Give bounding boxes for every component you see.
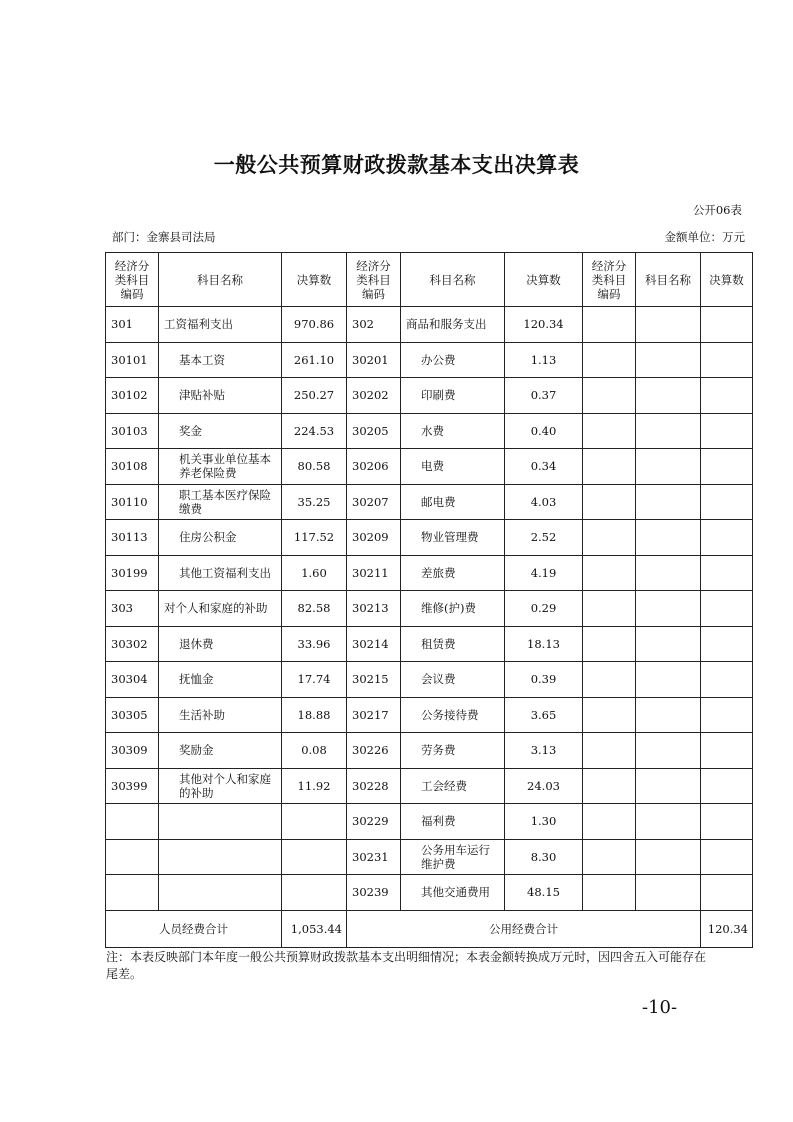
table-row: [106, 839, 753, 875]
name-cell: 其他交通费用: [401, 875, 505, 911]
name-cell: 退休费: [159, 626, 282, 662]
code-cell: 30399: [106, 768, 159, 804]
empty-cell: [701, 307, 753, 343]
header-name-1: 科目名称: [159, 253, 282, 307]
table-row: [106, 449, 753, 485]
empty-cell: [583, 342, 636, 378]
amount-cell: 120.34: [505, 307, 583, 343]
code-cell: 30206: [347, 449, 401, 485]
header-code-3: 经济分类科目编码: [583, 253, 636, 307]
table-row: [106, 697, 753, 733]
amount-cell: 18.13: [505, 626, 583, 662]
empty-cell: [583, 804, 636, 840]
code-cell: 30239: [347, 875, 401, 911]
amount-cell: 35.25: [282, 484, 347, 520]
name-cell: 住房公积金: [159, 520, 282, 556]
empty-cell: [636, 591, 701, 627]
header-code-2: 经济分类科目编码: [347, 253, 401, 307]
name-cell: 工资福利支出: [159, 307, 282, 343]
empty-cell: [636, 733, 701, 769]
name-cell: 机关事业单位基本养老保险费: [159, 449, 282, 485]
code-cell: 30108: [106, 449, 159, 485]
name-cell: 其他工资福利支出: [159, 555, 282, 591]
empty-cell: [583, 733, 636, 769]
public-total-amount: 120.34: [701, 910, 753, 947]
empty-cell: [636, 342, 701, 378]
amount-cell: 0.40: [505, 413, 583, 449]
code-cell: 30207: [347, 484, 401, 520]
header-amount-1: 决算数: [282, 253, 347, 307]
empty-cell: [583, 697, 636, 733]
amount-cell: 82.58: [282, 591, 347, 627]
code-cell: 30231: [347, 839, 401, 875]
name-cell: 福利费: [401, 804, 505, 840]
table-row: [106, 875, 753, 911]
department-label: 部门：金寨县司法局: [112, 230, 216, 244]
amount-cell: 970.86: [282, 307, 347, 343]
name-cell: [159, 875, 282, 911]
amount-cell: 0.08: [282, 733, 347, 769]
empty-cell: [583, 662, 636, 698]
amount-cell: 11.92: [282, 768, 347, 804]
amount-cell: 261.10: [282, 342, 347, 378]
table-row: [106, 342, 753, 378]
amount-cell: 0.39: [505, 662, 583, 698]
amount-cell: 0.34: [505, 449, 583, 485]
name-cell: 邮电费: [401, 484, 505, 520]
empty-cell: [701, 378, 753, 414]
empty-cell: [701, 555, 753, 591]
amount-cell: [282, 839, 347, 875]
amount-cell: 1.30: [505, 804, 583, 840]
amount-cell: 0.29: [505, 591, 583, 627]
header-amount-3: 决算数: [701, 253, 753, 307]
header-name-2: 科目名称: [401, 253, 505, 307]
empty-cell: [583, 626, 636, 662]
amount-cell: 4.03: [505, 484, 583, 520]
empty-cell: [701, 342, 753, 378]
empty-cell: [583, 307, 636, 343]
empty-cell: [636, 697, 701, 733]
code-cell: 30304: [106, 662, 159, 698]
name-cell: 会议费: [401, 662, 505, 698]
empty-cell: [636, 662, 701, 698]
empty-cell: [701, 591, 753, 627]
empty-cell: [636, 378, 701, 414]
table-row: [106, 626, 753, 662]
empty-cell: [583, 378, 636, 414]
name-cell: 其他对个人和家庭的补助: [159, 768, 282, 804]
table-header-row: [106, 253, 753, 307]
name-cell: 工会经费: [401, 768, 505, 804]
empty-cell: [701, 662, 753, 698]
form-code: 公开06表: [692, 203, 742, 217]
name-cell: 津贴补贴: [159, 378, 282, 414]
amount-cell: 250.27: [282, 378, 347, 414]
empty-cell: [701, 768, 753, 804]
name-cell: 公务接待费: [401, 697, 505, 733]
empty-cell: [583, 591, 636, 627]
empty-cell: [636, 804, 701, 840]
name-cell: 抚恤金: [159, 662, 282, 698]
name-cell: 劳务费: [401, 733, 505, 769]
empty-cell: [701, 839, 753, 875]
empty-cell: [636, 520, 701, 556]
amount-cell: [282, 804, 347, 840]
code-cell: 30201: [347, 342, 401, 378]
empty-cell: [583, 520, 636, 556]
amount-cell: 3.13: [505, 733, 583, 769]
empty-cell: [636, 839, 701, 875]
amount-unit-label: 金额单位：万元: [664, 230, 745, 244]
code-cell: 30205: [347, 413, 401, 449]
name-cell: 对个人和家庭的补助: [159, 591, 282, 627]
empty-cell: [636, 768, 701, 804]
code-cell: 30202: [347, 378, 401, 414]
amount-cell: 3.65: [505, 697, 583, 733]
empty-cell: [583, 449, 636, 485]
table-row: [106, 768, 753, 804]
name-cell: [159, 839, 282, 875]
name-cell: 物业管理费: [401, 520, 505, 556]
amount-cell: 224.53: [282, 413, 347, 449]
empty-cell: [701, 626, 753, 662]
amount-cell: 18.88: [282, 697, 347, 733]
empty-cell: [701, 484, 753, 520]
code-cell: 30101: [106, 342, 159, 378]
code-cell: [106, 875, 159, 911]
name-cell: 租赁费: [401, 626, 505, 662]
code-cell: 302: [347, 307, 401, 343]
code-cell: 30214: [347, 626, 401, 662]
page-number: -10-: [642, 997, 678, 1018]
code-cell: 30302: [106, 626, 159, 662]
empty-cell: [701, 804, 753, 840]
empty-cell: [701, 733, 753, 769]
header-name-3: 科目名称: [636, 253, 701, 307]
expenditure-table: [105, 252, 753, 948]
code-cell: 30226: [347, 733, 401, 769]
code-cell: 30113: [106, 520, 159, 556]
empty-cell: [636, 626, 701, 662]
empty-cell: [701, 875, 753, 911]
name-cell: 水费: [401, 413, 505, 449]
name-cell: 办公费: [401, 342, 505, 378]
totals-row: [106, 910, 753, 947]
amount-cell: 17.74: [282, 662, 347, 698]
personnel-total-label: 人员经费合计: [106, 910, 282, 947]
amount-cell: 0.37: [505, 378, 583, 414]
amount-cell: 1.13: [505, 342, 583, 378]
code-cell: 30305: [106, 697, 159, 733]
name-cell: 公务用车运行维护费: [401, 839, 505, 875]
code-cell: [106, 839, 159, 875]
code-cell: 30228: [347, 768, 401, 804]
amount-cell: 4.19: [505, 555, 583, 591]
name-cell: 印刷费: [401, 378, 505, 414]
code-cell: 30103: [106, 413, 159, 449]
table-row: [106, 804, 753, 840]
table-row: [106, 378, 753, 414]
footnote: 注：本表反映部门本年度一般公共预算财政拨款基本支出明细情况；本表金额转换成万元时，因四舍五入可能存在尾差。: [106, 950, 707, 981]
code-cell: 303: [106, 591, 159, 627]
empty-cell: [636, 307, 701, 343]
amount-cell: 33.96: [282, 626, 347, 662]
name-cell: 维修(护)费: [401, 591, 505, 627]
name-cell: 基本工资: [159, 342, 282, 378]
empty-cell: [583, 839, 636, 875]
empty-cell: [636, 449, 701, 485]
code-cell: 30211: [347, 555, 401, 591]
table-row: [106, 413, 753, 449]
table-row: [106, 662, 753, 698]
amount-cell: 48.15: [505, 875, 583, 911]
code-cell: 30309: [106, 733, 159, 769]
personnel-total-amount: 1,053.44: [282, 910, 347, 947]
amount-cell: 2.52: [505, 520, 583, 556]
amount-cell: 117.52: [282, 520, 347, 556]
table-row: [106, 591, 753, 627]
empty-cell: [583, 875, 636, 911]
name-cell: 电费: [401, 449, 505, 485]
code-cell: 30215: [347, 662, 401, 698]
empty-cell: [701, 413, 753, 449]
amount-cell: 80.58: [282, 449, 347, 485]
empty-cell: [701, 697, 753, 733]
empty-cell: [701, 449, 753, 485]
code-cell: 30209: [347, 520, 401, 556]
empty-cell: [583, 484, 636, 520]
amount-cell: 24.03: [505, 768, 583, 804]
empty-cell: [583, 768, 636, 804]
name-cell: 生活补助: [159, 697, 282, 733]
table-row: [106, 307, 753, 343]
name-cell: 商品和服务支出: [401, 307, 505, 343]
public-total-label: 公用经费合计: [347, 910, 701, 947]
empty-cell: [636, 413, 701, 449]
name-cell: 差旅费: [401, 555, 505, 591]
table-row: [106, 733, 753, 769]
code-cell: 30102: [106, 378, 159, 414]
table-row: [106, 484, 753, 520]
name-cell: 奖金: [159, 413, 282, 449]
empty-cell: [636, 875, 701, 911]
empty-cell: [636, 484, 701, 520]
amount-cell: 1.60: [282, 555, 347, 591]
empty-cell: [583, 413, 636, 449]
table-row: [106, 520, 753, 556]
code-cell: 30229: [347, 804, 401, 840]
code-cell: 301: [106, 307, 159, 343]
empty-cell: [701, 520, 753, 556]
header-code-1: 经济分类科目编码: [106, 253, 159, 307]
header-amount-2: 决算数: [505, 253, 583, 307]
empty-cell: [583, 555, 636, 591]
empty-cell: [636, 555, 701, 591]
amount-cell: [282, 875, 347, 911]
table-row: [106, 555, 753, 591]
code-cell: 30110: [106, 484, 159, 520]
name-cell: 职工基本医疗保险缴费: [159, 484, 282, 520]
name-cell: [159, 804, 282, 840]
code-cell: [106, 804, 159, 840]
name-cell: 奖励金: [159, 733, 282, 769]
code-cell: 30213: [347, 591, 401, 627]
code-cell: 30199: [106, 555, 159, 591]
amount-cell: 8.30: [505, 839, 583, 875]
page-title: 一般公共预算财政拨款基本支出决算表: [213, 152, 580, 177]
code-cell: 30217: [347, 697, 401, 733]
